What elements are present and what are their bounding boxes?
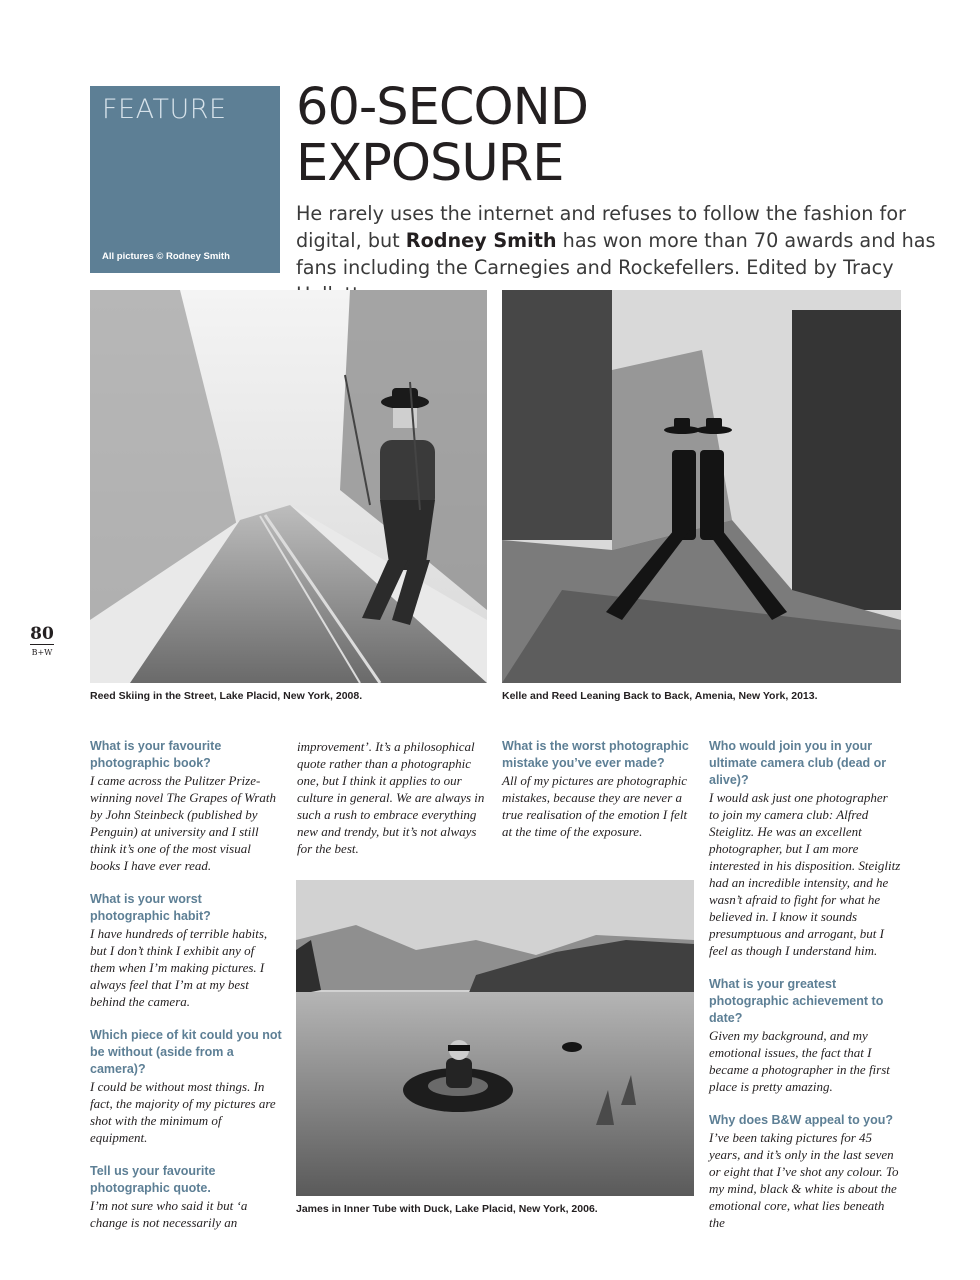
photo-kelle-illustration [502, 290, 901, 683]
answer: I would ask just one photographer to join my camera club: Alfred Steiglitz. He was an excellent photographer, but I am more interested in his disposition. Steiglitz had an incredible intensity, and he wasn’t afraid to fight for what he believed in. I know it sounds presumptuous and arrogant, but I feel as though I understand him. [709, 790, 901, 958]
answer: Given my background, and my emotional issues, the fact that I became a photographer in the first place is pretty amazing. [709, 1028, 890, 1094]
caption-ski: Reed Skiing in the Street, Lake Placid, New York, 2008. [90, 690, 363, 702]
photo-ski-illustration [90, 290, 487, 683]
caption-lake: James in Inner Tube with Duck, Lake Placid, New York, 2006. [296, 1203, 598, 1215]
photo-james-inner-tube [296, 880, 694, 1196]
page-title [296, 80, 936, 192]
qa-block [709, 1112, 901, 1231]
qa-column-3 [502, 738, 694, 857]
photo-reed-skiing [90, 290, 487, 683]
magazine-mark: B+W [31, 648, 53, 657]
caption-kelle: Kelle and Reed Leaning Back to Back, Amenia, New York, 2013. [502, 690, 818, 702]
title-line-1: 60-SECOND [296, 78, 589, 137]
page-number: 80 [30, 624, 54, 644]
photographer-name: Rodney Smith [405, 229, 557, 252]
question: Who would join you in your ultimate camera club (dead or alive)? [709, 739, 887, 787]
question: Tell us your favourite photographic quote. [90, 1164, 216, 1195]
answer-continued: improvement’. It’s a philosophical quote rather than a photographic one, but I think it applies to our culture in general. We are always in such a rush to embrace everything new and trendy, but it’s not always for the best. [297, 739, 485, 856]
answer: All of my pictures are photographic mistakes, because they are never a true realisation of the emotion I felt at the time of the exposure. [502, 773, 688, 839]
standfirst-intro: He rarely uses the internet and refuses to follow the fashion for digital, but [296, 202, 906, 252]
feature-box [90, 86, 280, 273]
answer: I have hundreds of terrible habits, but I don’t think I exhibit any of them when I’m making pictures. I always feel that I’m at my best behind the camera. [90, 926, 268, 1009]
title-line-2: EXPOSURE [296, 134, 564, 193]
qa-block [709, 738, 901, 959]
answer: I could be without most things. In fact, the majority of my pictures are shot with the minimum of equipment. [90, 1079, 276, 1145]
question: Which piece of kit could you not be without (aside from a camera)? [90, 1028, 282, 1076]
question: Why does B&W appeal to you? [709, 1113, 894, 1127]
qa-block [502, 738, 694, 840]
qa-column-2 [297, 738, 489, 874]
photo-credit: All pictures © Rodney Smith [102, 251, 230, 262]
qa-block [90, 1163, 282, 1231]
question: What is the worst photographic mistake you’ve ever made? [502, 739, 689, 770]
qa-block [90, 1027, 282, 1146]
qa-block [90, 891, 282, 1010]
qa-column-1 [90, 738, 282, 1248]
qa-block [709, 976, 901, 1095]
page-number-divider [30, 644, 54, 645]
section-label: FEATURE [102, 94, 227, 125]
question: What is your favourite photographic book? [90, 739, 222, 770]
answer: I’m not sure who said it but ‘a change is not necessarily an [90, 1198, 248, 1230]
answer: I’ve been taking pictures for 45 years, and it’s only in the last seven or eight that I’ve shot any colour. To my mind, black & white is about the emotional core, what lies beneath the [709, 1130, 899, 1230]
question: What is your greatest photographic achievement to date? [709, 977, 884, 1025]
question: What is your worst photographic habit? [90, 892, 211, 923]
qa-block [90, 738, 282, 874]
answer: I came across the Pulitzer Prize-winning novel The Grapes of Wrath by John Steinbeck (published by Penguin) at university and I still think it’s one of the most visual books I have ever read. [90, 773, 276, 873]
qa-block [297, 738, 489, 857]
photo-lake-illustration [296, 880, 694, 1196]
qa-column-4 [709, 738, 901, 1248]
photo-kelle-and-reed [502, 290, 901, 683]
standfirst-outro: has won more than 70 awards and has fans including the Carnegies and Rockefellers. Edited by Tracy [296, 229, 936, 279]
